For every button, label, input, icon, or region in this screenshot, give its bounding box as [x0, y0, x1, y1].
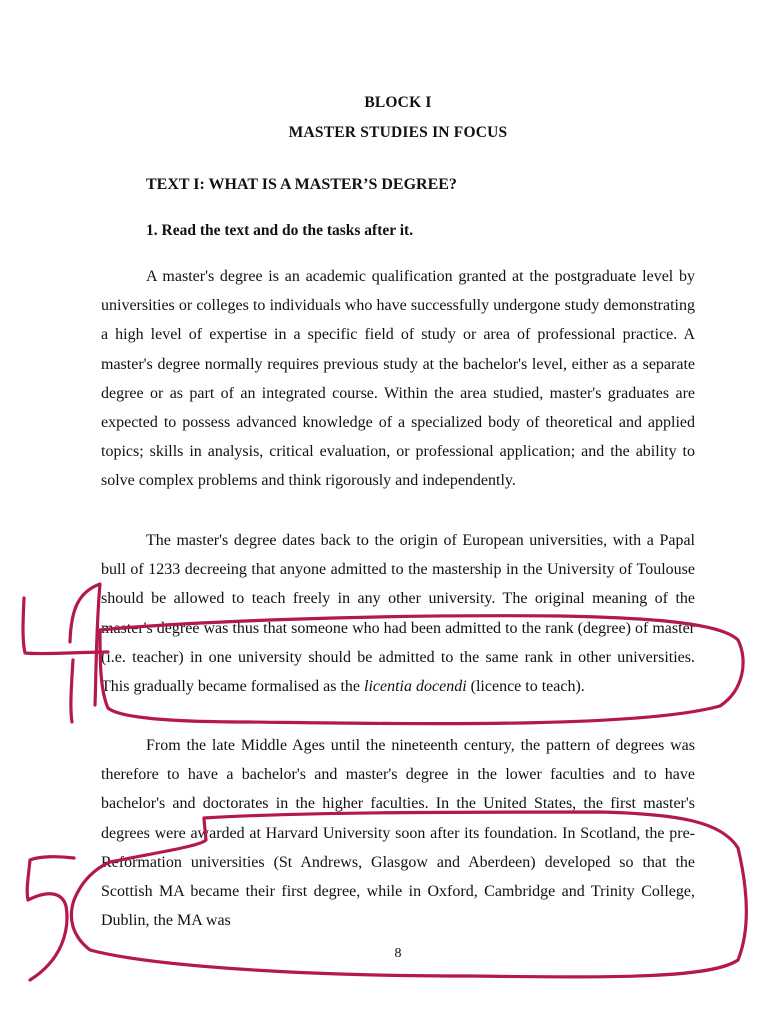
text-title: TEXT I: WHAT IS A MASTER’S DEGREE? — [146, 176, 457, 193]
paragraph-2-text-main: The master's degree dates back to the origin of European universities, with a Papal bull of 1233 decreeing that anyone admitted to the mastership in the University of Toulouse should be allowed to teach freely in any other university. The original meaning of the master's degree was thus that someone who had been admitted to the rank (degree) of master (i.e. teacher) in one university should be admitted to the same rank in other universities. This gradually became formalised as the — [101, 532, 695, 696]
paragraph-2 — [101, 526, 695, 701]
handwritten-number-4 — [23, 598, 108, 654]
page-number: 8 — [394, 946, 402, 961]
paragraph-2-italic-term: licentia docendi — [364, 678, 467, 696]
paragraph-1 — [101, 262, 695, 496]
paragraph-3-text: From the late Middle Ages until the nineteenth century, the pattern of degrees was therefore to have a bachelor's and master's degree in the lower faculties and to have bachelor's and doctorates in the higher faculties. In the United States, the first master's degrees were awarded at Harvard University soon after its foundation. In Scotland, the pre-Reformation universities (St Andrews, Glasgow and Aberdeen) developed so that the Scottish MA became their first degree, while in Oxford, Cambridge and Trinity College, Dublin, the MA was — [101, 737, 695, 930]
handwritten-number-4-stem — [70, 584, 100, 722]
paragraph-3 — [101, 731, 695, 935]
task-instruction: 1. Read the text and do the tasks after it. — [146, 222, 414, 239]
block-heading: BLOCK I — [364, 94, 432, 111]
paragraph-2-text-end: (licence to teach). — [466, 678, 585, 696]
block-subtitle: MASTER STUDIES IN FOCUS — [288, 124, 508, 141]
paragraph-2-text — [101, 526, 695, 701]
paragraph-1-text: A master's degree is an academic qualification granted at the postgraduate level by universities or colleges to individuals who have successfully undergone study demonstrating a high level of expertise in a specific field of study or area of professional practice. A master's degree normally requires previous study at the bachelor's level, either as a separate degree or as part of an integrated course. Within the area studied, master's graduates are expected to possess advanced knowledge of a specialized body of theoretical and applied topics; skills in analysis, critical evaluation, or professional application; and the ability to solve complex problems and think rigorously and independently. — [101, 268, 695, 490]
